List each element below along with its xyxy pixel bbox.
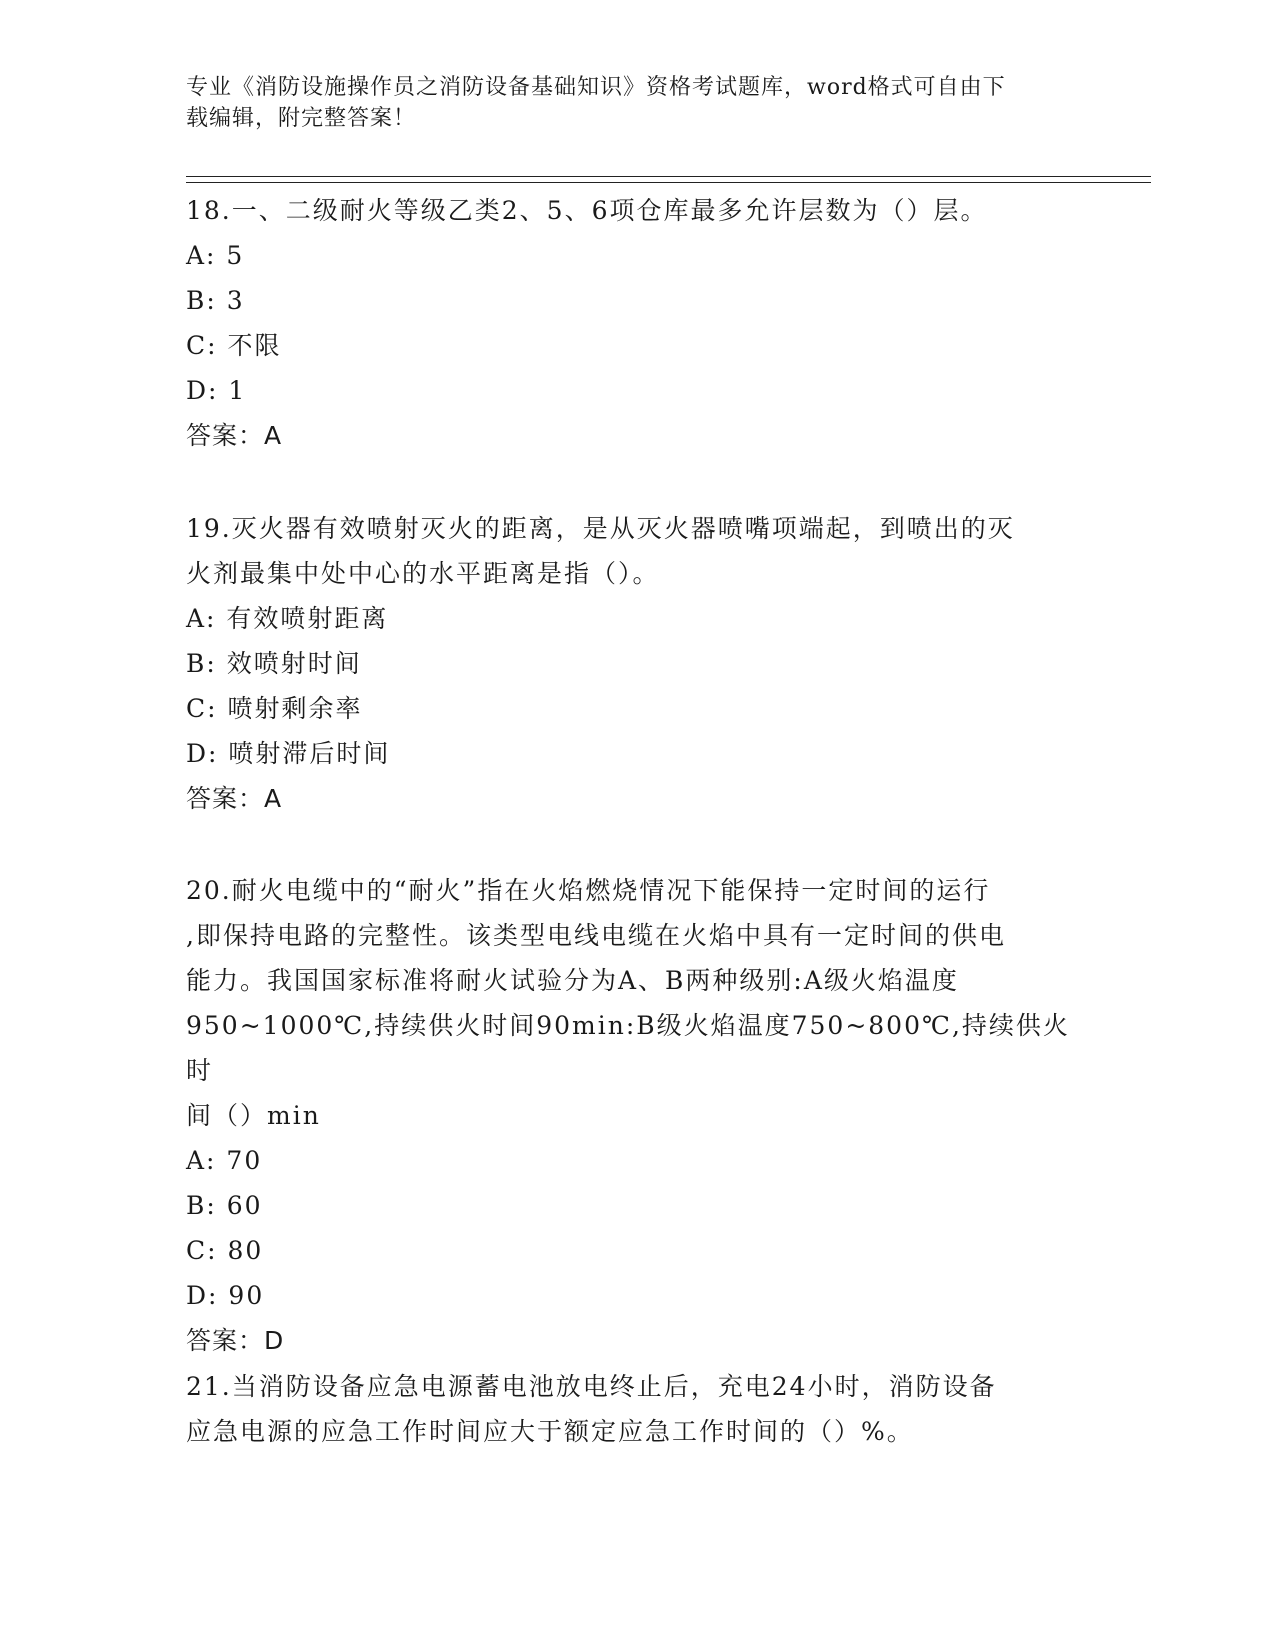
question-21	[186, 1364, 1086, 1454]
question-stem: 19.灭火器有效喷射灭火的距离，是从灭火器喷嘴项端起，到喷出的灭	[186, 514, 1015, 543]
option-c: C: 喷射剩余率	[186, 694, 363, 723]
option-c: C: 不限	[186, 331, 282, 360]
option-d: D: 喷射滞后时间	[186, 739, 391, 768]
header-title-line-2: 载编辑，附完整答案！	[186, 106, 417, 131]
question-stem: 21.当消防设备应急电源蓄电池放电终止后，充电24小时，消防设备	[186, 1372, 997, 1401]
option-d: D: 1	[186, 376, 247, 405]
question-stem: 间（）min	[186, 1101, 321, 1130]
option-b: B: 效喷射时间	[186, 649, 362, 678]
question-stem: 950~1000℃,持续供火时间90min:B级火焰温度750~800℃,持续供火时	[186, 1011, 1070, 1085]
answer: 答案：A	[186, 421, 283, 450]
question-stem: 能力。我国国家标准将耐火试验分为A、B两种级别:A级火焰温度	[186, 966, 959, 995]
option-c: C: 80	[186, 1236, 264, 1265]
header-title-line-1: 专业《消防设施操作员之消防设备基础知识》资格考试题库，word格式可自由下	[186, 75, 1006, 100]
answer: 答案：D	[186, 1326, 285, 1355]
answer: 答案：A	[186, 784, 283, 813]
option-b: B: 60	[186, 1191, 263, 1220]
question-20	[186, 868, 1086, 1363]
question-stem: 应急电源的应急工作时间应大于额定应急工作时间的（）%。	[186, 1417, 914, 1446]
question-19	[186, 506, 1086, 821]
header-divider-bottom	[186, 182, 1151, 183]
option-d: D: 90	[186, 1281, 265, 1310]
option-a: A: 5	[186, 241, 245, 270]
question-stem: 20.耐火电缆中的“耐火”指在火焰燃烧情况下能保持一定时间的运行	[186, 876, 991, 905]
question-stem: ,即保持电路的完整性。该类型电线电缆在火焰中具有一定时间的供电	[186, 921, 1006, 950]
option-b: B: 3	[186, 286, 245, 315]
option-a: A: 70	[186, 1146, 263, 1175]
question-stem: 18.一、二级耐火等级乙类2、5、6项仓库最多允许层数为（）层。	[186, 196, 988, 225]
option-a: A: 有效喷射距离	[186, 604, 389, 633]
question-18	[186, 188, 1086, 458]
question-stem: 火剂最集中处中心的水平距离是指（）。	[186, 559, 660, 588]
header-divider-top	[186, 176, 1151, 177]
document-header	[186, 72, 1066, 134]
